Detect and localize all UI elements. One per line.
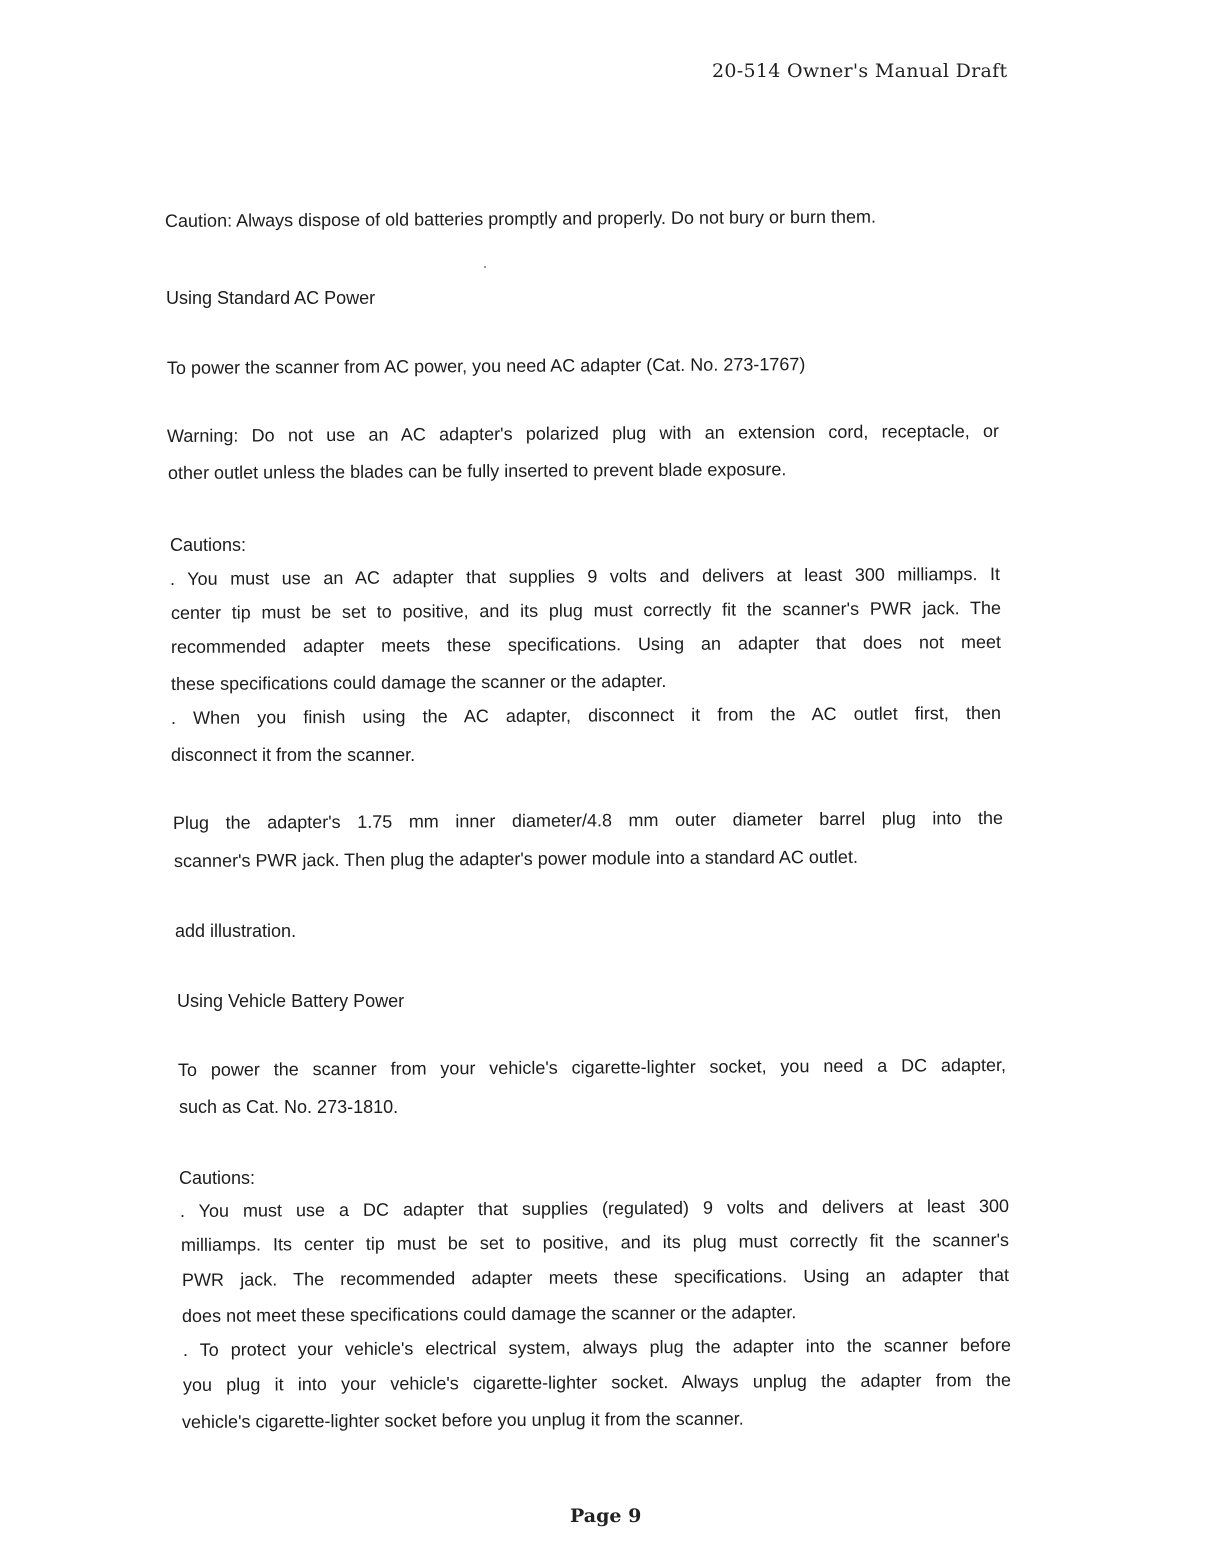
page-number: Page 9: [570, 1505, 642, 1527]
ac-power-heading: Using Standard AC Power: [166, 288, 376, 308]
dc-caution-1-line-2: milliamps. Its center tip must be set to positive, and its plug must correctly fit the scanner's: [180, 1229, 1010, 1255]
page-header-title: 20-514 Owner's Manual Draft: [712, 60, 1008, 82]
vehicle-intro-line-1: To power the scanner from your vehicle's cigarette-lighter socket, you need a DC adapter,: [177, 1054, 1007, 1080]
ac-cautions-label: Cautions:: [170, 535, 247, 555]
plug-instructions-line-2: scanner's PWR jack. Then plug the adapter's power module into a standard AC outlet.: [173, 846, 858, 871]
dc-caution-1-line-4: does not meet these specifications could damage the scanner or the adapter.: [181, 1302, 797, 1326]
battery-caution: Caution: Always dispose of old batteries promptly and properly. Do not bury or burn them.: [164, 206, 877, 231]
vehicle-intro-line-2: such as Cat. No. 273-1810.: [179, 1097, 399, 1117]
dc-caution-2-line-2: you plug it into your vehicle's cigarette-lighter socket. Always unplug the adapter from the: [182, 1369, 1012, 1395]
dc-cautions-label: Cautions:: [179, 1168, 256, 1188]
ac-caution-1-line-2: center tip must be set to positive, and its plug must correctly fit the scanner's PWR jack. The: [170, 597, 1002, 623]
scan-speck: [484, 266, 486, 268]
ac-caution-2-line-1: . When you finish using the AC adapter, disconnect it from the AC outlet first, then: [170, 702, 1002, 728]
ac-caution-1-line-4: these specifications could damage the scanner or the adapter.: [170, 670, 667, 694]
ac-power-intro: To power the scanner from AC power, you need AC adapter (Cat. No. 273-1767): [166, 354, 806, 378]
warning-line-2: other outlet unless the blades can be fully inserted to prevent blade exposure.: [167, 459, 787, 483]
ac-caution-1-line-3: recommended adapter meets these specifications. Using an adapter that does not meet: [170, 631, 1002, 657]
dc-caution-2-line-1: . To protect your vehicle's electrical system, always plug the adapter into the scanner before: [182, 1334, 1012, 1360]
dc-caution-1-line-3: PWR jack. The recommended adapter meets these specifications. Using an adapter that: [181, 1264, 1010, 1290]
ac-caution-2-line-2: disconnect it from the scanner.: [171, 745, 416, 765]
vehicle-power-heading: Using Vehicle Battery Power: [177, 991, 405, 1011]
illustration-note: add illustration.: [175, 921, 297, 941]
plug-instructions-line-1: Plug the adapter's 1.75 mm inner diameter/4.8 mm outer diameter barrel plug into the: [172, 807, 1004, 833]
dc-caution-2-line-3: vehicle's cigarette-lighter socket before you unplug it from the scanner.: [181, 1408, 744, 1432]
dc-caution-1-line-1: . You must use a DC adapter that supplies (regulated) 9 volts and delivers at least 300: [179, 1195, 1010, 1221]
warning-line-1: Warning: Do not use an AC adapter's polarized plug with an extension cord, receptacle, or: [166, 420, 1000, 446]
ac-caution-1-line-1: . You must use an AC adapter that supplies 9 volts and delivers at least 300 milliamps. It: [169, 563, 1001, 589]
